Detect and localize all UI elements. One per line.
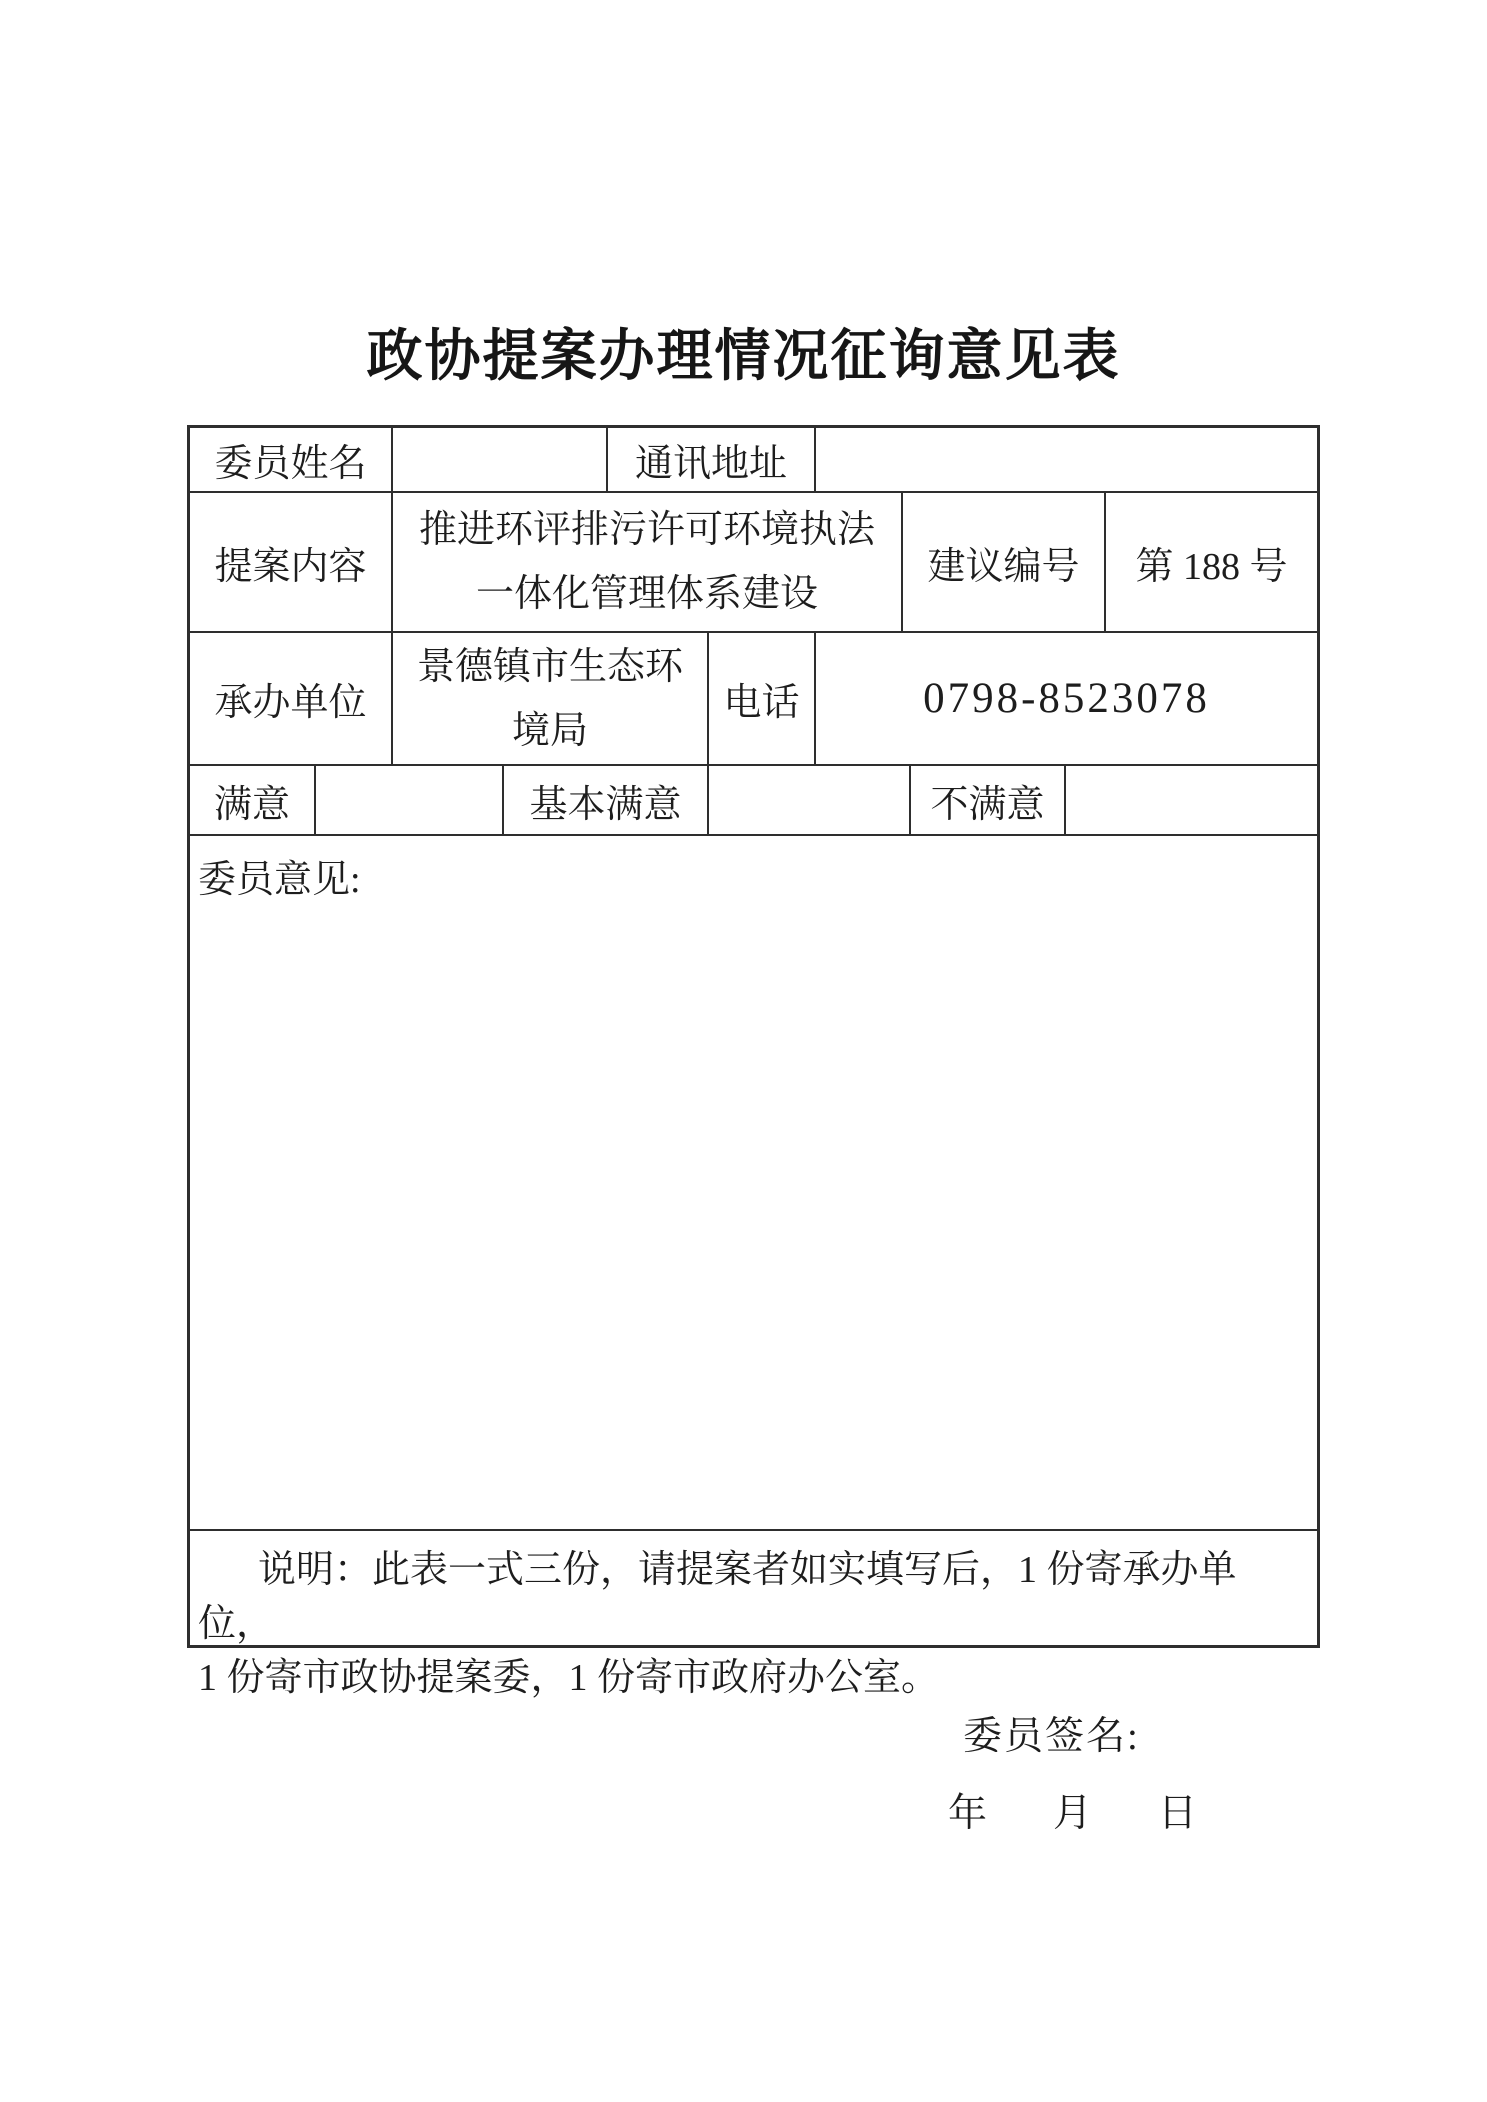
phone-value: 0798-8523078 — [923, 675, 1210, 722]
handling-unit-label: 承办单位 — [190, 633, 393, 764]
table-row-satisfaction — [190, 766, 1317, 836]
table-row-proposal — [190, 493, 1317, 633]
address-label: 通讯地址 — [608, 428, 816, 491]
month-label: 月 — [1053, 1792, 1093, 1835]
form-table — [187, 425, 1320, 1699]
table-row-member — [190, 428, 1317, 493]
proposal-content-line1: 推进环评排污许可环境执法 — [418, 509, 875, 551]
signature-label: 委员签名: — [963, 1715, 1140, 1758]
suggestion-number-value: 第 188 号 — [1135, 545, 1288, 588]
handling-unit-value — [393, 633, 709, 764]
year-label: 年 — [948, 1792, 988, 1835]
date-line — [948, 1782, 1197, 1838]
handling-unit-line1: 景德镇市生态环 — [416, 645, 683, 688]
satisfied-value-cell — [316, 766, 504, 834]
basically-satisfied-label: 基本满意 — [504, 766, 709, 834]
suggestion-number-label: 建议编号 — [903, 493, 1106, 631]
basically-satisfied-value-cell — [709, 766, 911, 834]
member-opinion-label: 委员意见: — [198, 859, 361, 901]
form-title: 政协提案办理情况征询意见表 — [366, 326, 1121, 388]
table-row-opinion — [190, 836, 1317, 1531]
note-line1: 说明：此表一式三份，请提案者如实填写后，1 份寄承办单位， — [198, 1549, 1237, 1645]
unsatisfied-value-cell — [1066, 766, 1317, 834]
phone-label: 电话 — [709, 633, 816, 764]
address-value-cell — [816, 428, 1317, 491]
proposal-content-line2: 一体化管理体系建设 — [475, 573, 818, 615]
proposal-content-value — [393, 493, 903, 631]
satisfied-label: 满意 — [190, 766, 316, 834]
unsatisfied-label: 不满意 — [911, 766, 1066, 834]
note-line2: 1 份寄市政协提案委，1 份寄市政府办公室。 — [198, 1657, 940, 1699]
member-name-value-cell — [393, 428, 608, 491]
table-row-unit — [190, 633, 1317, 766]
handling-unit-line2: 境局 — [511, 709, 588, 752]
member-opinion-cell — [190, 836, 1317, 1529]
member-name-label: 委员姓名 — [190, 428, 393, 491]
note-cell — [190, 1531, 1317, 1705]
day-label: 日 — [1158, 1792, 1198, 1835]
proposal-content-label: 提案内容 — [190, 493, 393, 631]
table-row-note — [190, 1531, 1317, 1705]
